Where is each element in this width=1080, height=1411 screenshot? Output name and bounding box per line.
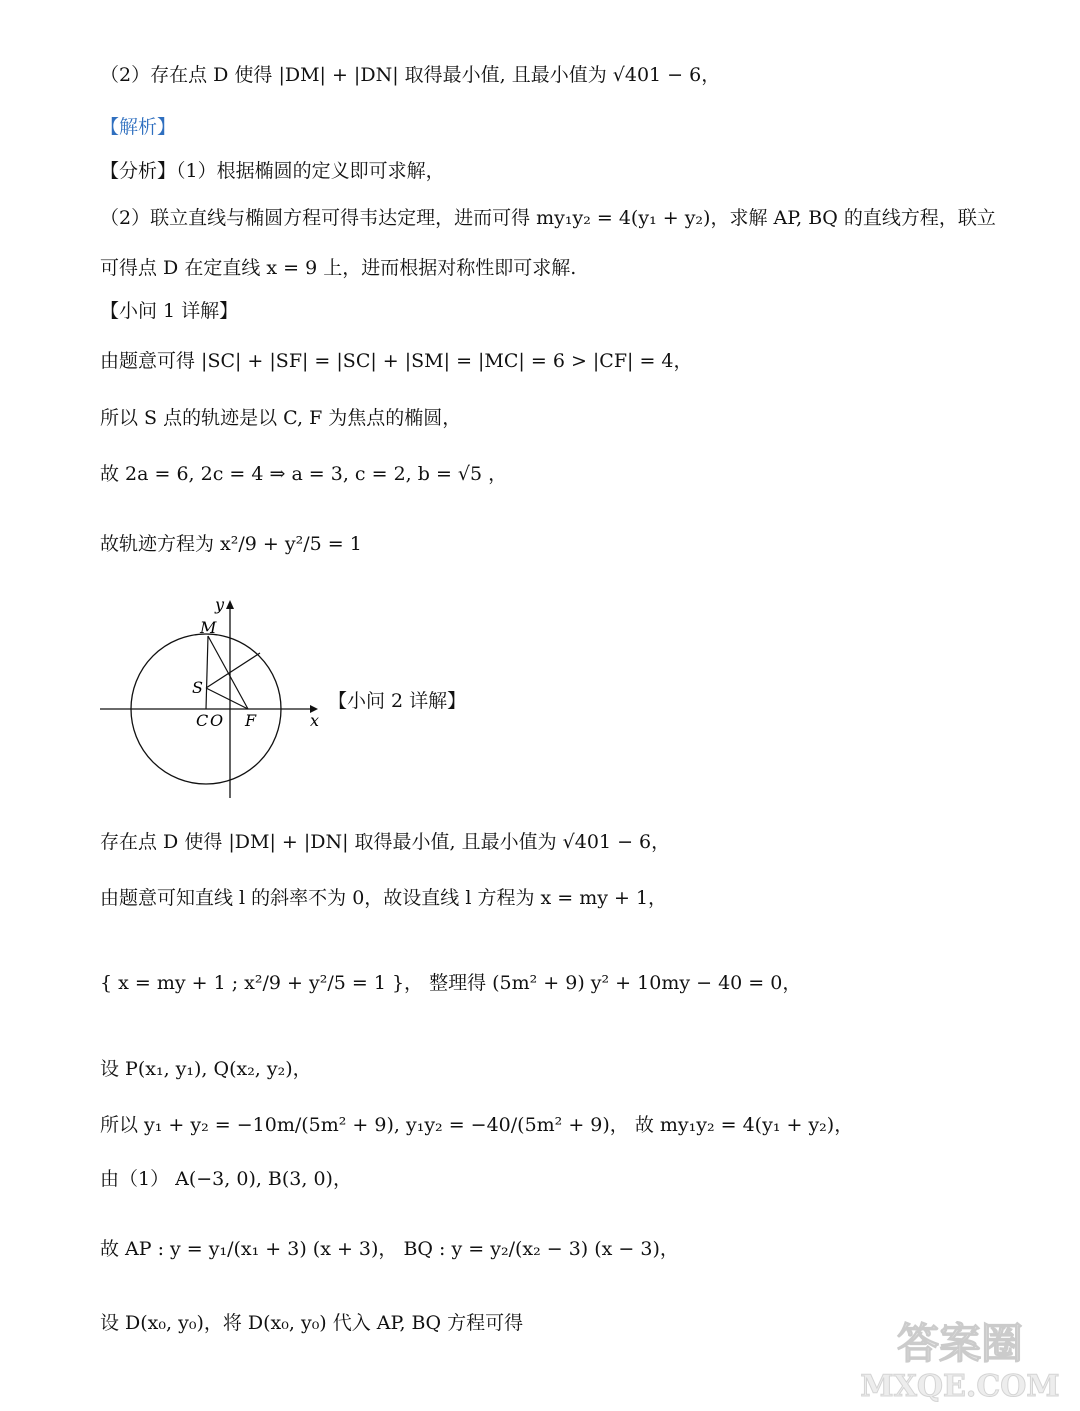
label-f: F <box>245 711 257 730</box>
q1-heading: 【小问 1 详解】 <box>100 300 239 322</box>
label-o: O <box>210 711 224 730</box>
watermark-bottom: MXQE.COM <box>860 1369 1060 1403</box>
watermark-top: 答案圈 <box>896 1319 1024 1368</box>
analysis-line-2: （2）联立直线与椭圆方程可得韦达定理，进而可得 my₁y₂ = 4(y₁ + y₂)，求解 AP, BQ 的直线方程，联立 <box>100 207 996 229</box>
label-x: x <box>310 711 320 730</box>
watermark-logo <box>860 1308 1060 1403</box>
part2-answer: （2）存在点 D 使得 |DM| + |DN| 取得最小值, 且最小值为 √401 − 6， <box>100 64 721 86</box>
q2-line-7: 故 AP : y = y₁/(x₁ + 3) (x + 3)， BQ : y = y₂/(x₂ − 3) (x − 3)， <box>100 1238 679 1260</box>
q2-line-2: 由题意可知直线 l 的斜率不为 0，故设直线 l 方程为 x = my + 1， <box>100 887 668 909</box>
q2-line-1: 存在点 D 使得 |DM| + |DN| 取得最小值, 且最小值为 √401 − 6， <box>100 831 671 853</box>
q2-line-6: 由（1） A(−3, 0), B(3, 0)， <box>100 1168 352 1190</box>
ellipse-figure <box>98 595 328 805</box>
q1-line-2: 所以 S 点的轨迹是以 C, F 为焦点的椭圆， <box>100 407 462 429</box>
q2-heading: 【小问 2 详解】 <box>328 690 467 712</box>
label-s: S <box>192 678 203 697</box>
q2-line-5: 所以 y₁ + y₂ = −10m/(5m² + 9), y₁y₂ = −40/(5m² + 9)， 故 my₁y₂ = 4(y₁ + y₂)， <box>100 1114 854 1136</box>
q2-line-4: 设 P(x₁, y₁), Q(x₂, y₂)， <box>100 1058 312 1080</box>
q2-line-3: { x = my + 1 ; x²/9 + y²/5 = 1 }， 整理得 (5m² + 9) y² + 10my − 40 = 0， <box>100 972 802 994</box>
analysis-line-3: 可得点 D 在定直线 x = 9 上，进而根据对称性即可求解. <box>100 257 577 279</box>
segment-mf <box>208 636 248 709</box>
q1-line-4: 故轨迹方程为 x²/9 + y²/5 = 1 <box>100 533 362 555</box>
analysis-line-1: 【分析】（1）根据椭圆的定义即可求解， <box>100 160 445 182</box>
q1-line-3: 故 2a = 6, 2c = 4 ⇒ a = 3, c = 2, b = √5 ， <box>100 463 508 485</box>
segment-mc <box>206 636 208 709</box>
analysis-heading: 【解析】 <box>100 116 177 138</box>
label-y: y <box>215 595 225 614</box>
label-c: C <box>196 711 209 730</box>
q2-line-8: 设 D(x₀, y₀)，将 D(x₀, y₀) 代入 AP, BQ 方程可得 <box>100 1312 524 1334</box>
y-axis-arrow <box>226 600 234 609</box>
q1-line-1: 由题意可得 |SC| + |SF| = |SC| + |SM| = |MC| = 6 > |CF| = 4， <box>100 350 693 372</box>
label-m: M <box>200 618 217 637</box>
